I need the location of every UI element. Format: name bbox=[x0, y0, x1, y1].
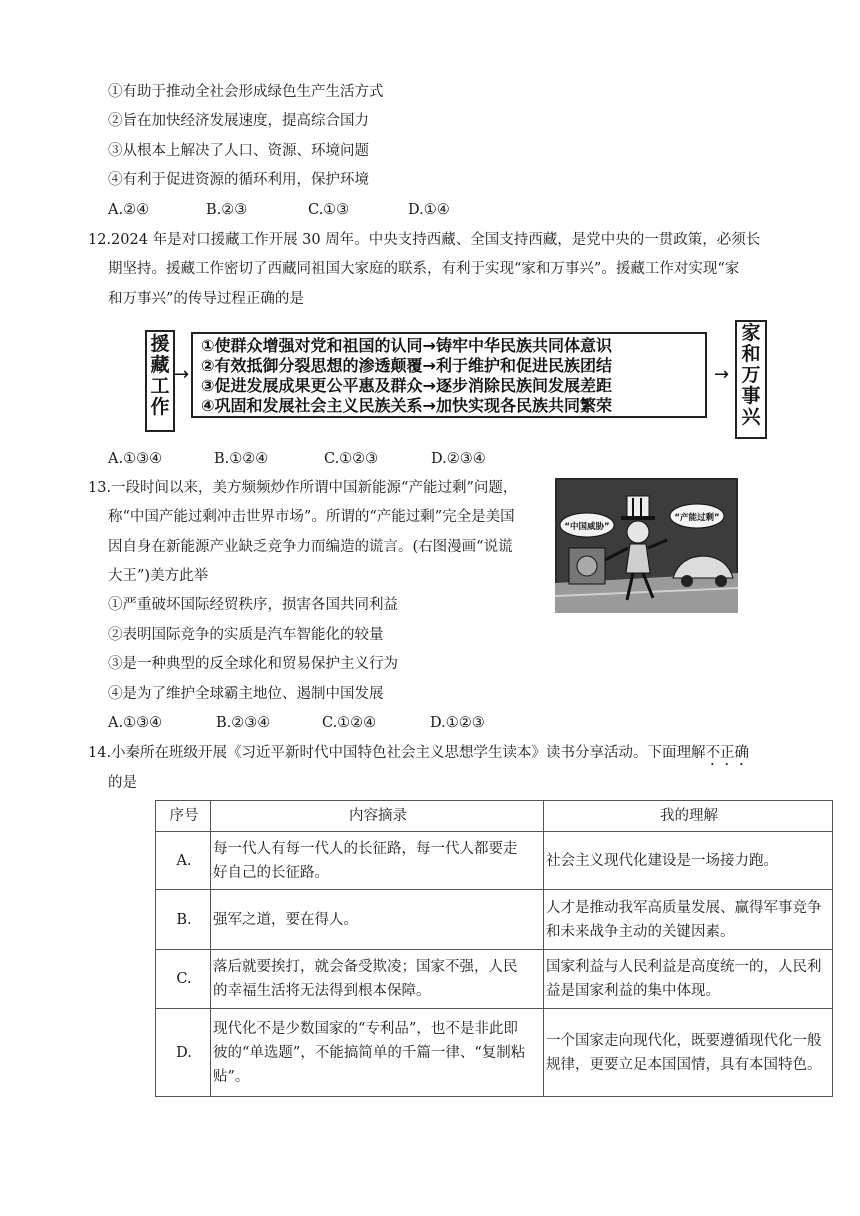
understanding-line: 社会主义现代化建设是一场接力跑。 bbox=[546, 852, 778, 869]
q13-option-b: B.②③④ bbox=[216, 715, 271, 731]
q12-diagram-row-3: ③促进发展成果更公平惠及群众→逐步消除民族间发展差距 bbox=[201, 376, 612, 395]
q11-statement-3: ③从根本上解决了人口、资源、环境问题 bbox=[108, 143, 369, 159]
excerpt-line: 好自己的长征路。 bbox=[213, 864, 329, 881]
q12-flow-diagram bbox=[145, 322, 765, 436]
right-box-char: 和 bbox=[741, 343, 761, 365]
understanding-line: 人才是推动我军高质量发展、赢得军事竞争 bbox=[546, 899, 822, 916]
left-box-char: 援 bbox=[150, 333, 170, 355]
row-num: B. bbox=[156, 890, 211, 950]
left-box-char: 工 bbox=[150, 375, 170, 397]
q12-diagram-row-4: ④巩固和发展社会主义民族关系→加快实现各民族共同繁荣 bbox=[201, 396, 612, 415]
q11-option-a: A.②④ bbox=[108, 202, 150, 218]
q13-statement-2: ②表明国际竞争的实质是汽车智能化的较量 bbox=[108, 627, 384, 643]
row-excerpt bbox=[211, 890, 544, 950]
arrow-icon: → bbox=[714, 364, 730, 385]
header-excerpt: 内容摘录 bbox=[211, 801, 544, 832]
right-box-char: 万 bbox=[741, 364, 761, 386]
header-understanding: 我的理解 bbox=[544, 801, 833, 832]
q13-statement-1: ①严重破坏国际经贸秩序，损害各国共同利益 bbox=[108, 597, 398, 613]
q12-option-d: D.②③④ bbox=[431, 451, 486, 467]
cartoon-bubble-left: “中国威胁” bbox=[564, 522, 610, 532]
row-understanding bbox=[544, 950, 833, 1009]
understanding-line: 国家利益与人民利益是高度统一的，人民利 bbox=[546, 959, 822, 975]
row-understanding bbox=[544, 1009, 833, 1097]
q14-text-line-1 bbox=[88, 743, 749, 769]
cartoon-drawing bbox=[555, 478, 738, 613]
understanding-line: 一个国家走向现代化，既要遵循现代化一般 bbox=[546, 1032, 822, 1049]
q14-question-text: 14.小秦所在班级开展《习近平新时代中国特色社会主义思想学生读本》读书分享活动。下面理解 bbox=[88, 745, 706, 761]
q13-text-line-2: 称“中国产能过剩冲击世界市场”。所谓的“产能过剩”完全是美国 bbox=[108, 509, 515, 525]
row-num: D. bbox=[156, 1009, 211, 1097]
q12-option-a: A.①③④ bbox=[108, 451, 163, 467]
excerpt-line: 彼的“单选题”，不能搞简单的千篇一律、“复制粘 bbox=[213, 1044, 526, 1061]
q12-option-b: B.①②④ bbox=[214, 451, 269, 467]
row-understanding bbox=[544, 832, 833, 890]
left-box-char: 作 bbox=[150, 396, 170, 418]
q12-option-c: C.①②③ bbox=[324, 451, 379, 467]
excerpt-line: 现代化不是少数国家的“专利品”，也不是非此即 bbox=[213, 1020, 518, 1037]
table-row bbox=[156, 1009, 833, 1097]
q12-text-line-2: 期坚持。援藏工作密切了西藏同祖国大家庭的联系，有利于实现“家和万事兴”。援藏工作对实现“家 bbox=[108, 261, 740, 277]
q11-statement-1: ①有助于推动全社会形成绿色生产生活方式 bbox=[108, 84, 384, 100]
q13-option-d: D.①②③ bbox=[430, 715, 485, 731]
q11-option-c: C.①③ bbox=[308, 202, 350, 218]
table-row bbox=[156, 950, 833, 1009]
table-row bbox=[156, 890, 833, 950]
excerpt-line: 落后就要挨打，就会备受欺凌；国家不强，人民 bbox=[213, 959, 518, 975]
q13-text-line-4: 大王”)美方此举 bbox=[108, 568, 209, 584]
q13-cartoon-image bbox=[555, 478, 738, 613]
right-box-char: 兴 bbox=[741, 406, 761, 428]
q13-statement-3: ③是一种典型的反全球化和贸易保护主义行为 bbox=[108, 656, 398, 672]
q12-text-line-3: 和万事兴”的传导过程正确的是 bbox=[108, 291, 304, 307]
understanding-line: 益是国家利益的集中体现。 bbox=[546, 983, 720, 999]
cartoon-bubble-right: “产能过剩” bbox=[674, 513, 720, 523]
q12-diagram-row-1: ①使群众增强对党和祖国的认同→铸牢中华民族共同体意识 bbox=[201, 336, 612, 355]
understanding-line: 和未来战争主动的关键因素。 bbox=[546, 923, 735, 940]
right-box-char: 家 bbox=[741, 322, 761, 344]
q12-left-box bbox=[145, 330, 175, 432]
excerpt-line: 贴”。 bbox=[213, 1068, 250, 1085]
q13-text-line-3: 因自身在新能源产业缺乏竞争力而编造的谎言。(右图漫画“说谎 bbox=[108, 539, 513, 555]
row-num: C. bbox=[156, 950, 211, 1009]
table-row bbox=[156, 832, 833, 890]
row-excerpt bbox=[211, 950, 544, 1009]
understanding-line: 规律，更要立足本国国情，具有本国特色。 bbox=[546, 1056, 822, 1073]
q12-main-box bbox=[191, 332, 707, 418]
left-box-char: 藏 bbox=[150, 354, 170, 376]
q13-text-line-1: 13.一段时间以来，美方频频炒作所谓中国新能源“产能过剩”问题， bbox=[88, 480, 518, 496]
q14-emphasis-text: 不正确 bbox=[705, 745, 750, 761]
q12-right-box bbox=[735, 320, 767, 439]
table-header-row bbox=[156, 801, 833, 832]
q14-table bbox=[155, 800, 833, 1097]
excerpt-line: 每一代人有每一代人的长征路，每一代人都要走 bbox=[213, 840, 518, 857]
q11-statement-2: ②旨在加快经济发展速度，提高综合国力 bbox=[108, 113, 369, 129]
row-excerpt bbox=[211, 832, 544, 890]
q11-statement-4: ④有利于促进资源的循环利用，保护环境 bbox=[108, 172, 369, 188]
excerpt-line: 的幸福生活将无法得到根本保障。 bbox=[213, 983, 431, 999]
q13-option-c: C.①②④ bbox=[322, 715, 377, 731]
right-box-char: 事 bbox=[741, 385, 761, 407]
q12-diagram-row-2: ②有效抵御分裂思想的渗透颠覆→利于维护和促进民族团结 bbox=[201, 356, 612, 375]
row-understanding bbox=[544, 890, 833, 950]
q14-text-line-2: 的是 bbox=[108, 775, 137, 791]
q13-option-a: A.①③④ bbox=[108, 715, 163, 731]
header-num: 序号 bbox=[156, 801, 211, 832]
q11-option-d: D.①④ bbox=[408, 202, 450, 218]
excerpt-line: 强军之道，要在得人。 bbox=[213, 911, 358, 928]
row-excerpt bbox=[211, 1009, 544, 1097]
q13-statement-4: ④是为了维护全球霸主地位、遏制中国发展 bbox=[108, 686, 384, 702]
arrow-icon: → bbox=[174, 364, 190, 385]
row-num: A. bbox=[156, 832, 211, 890]
q11-option-b: B.②③ bbox=[206, 202, 248, 218]
q12-text-line-1: 12.2024 年是对口援藏工作开展 30 周年。中央支持西藏、全国支持西藏，是党中央的一贯政策，必须长 bbox=[88, 232, 761, 248]
